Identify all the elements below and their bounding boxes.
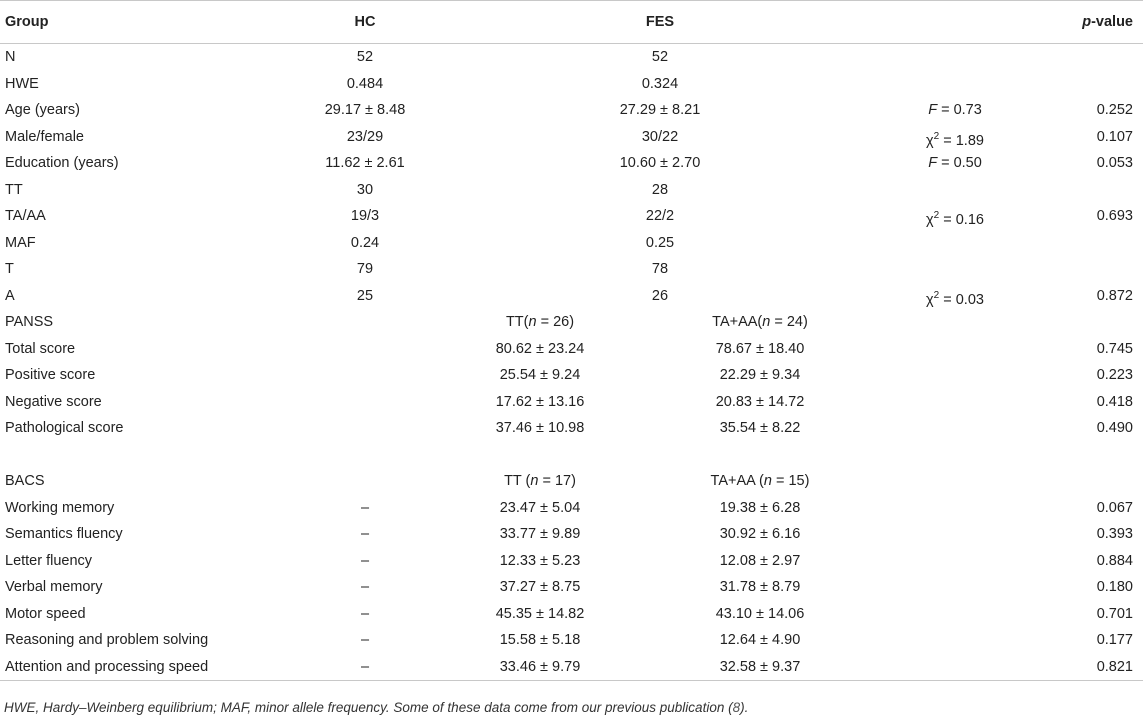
ta-aa-value: 12.08 ± 2.97 bbox=[719, 552, 801, 569]
fes-value: 27.29 ± 8.21 bbox=[619, 102, 701, 118]
row-label: Pathological score bbox=[5, 420, 124, 436]
tt-value: 23.47 ± 5.04 bbox=[499, 499, 581, 516]
ta-aa-value: 78.67 ± 18.40 bbox=[715, 340, 805, 357]
row-label: TT bbox=[5, 181, 23, 198]
table-row bbox=[0, 601, 1143, 628]
row-label: Attention and processing speed bbox=[5, 658, 209, 675]
row-label: Motor speed bbox=[5, 605, 86, 622]
subgroup-tt-label: TT(n = 26) bbox=[505, 314, 575, 330]
row-label: TA/AA bbox=[5, 208, 46, 224]
table-row bbox=[0, 574, 1143, 601]
subgroup-ta-aa-label: TA+AA(n = 24) bbox=[712, 314, 808, 330]
table-row bbox=[0, 256, 1143, 283]
p-value: 0.177 bbox=[1096, 632, 1133, 648]
fes-value: 0.25 bbox=[645, 234, 675, 251]
section-label: PANSS bbox=[5, 314, 54, 330]
table-row bbox=[0, 654, 1143, 681]
row-label: Working memory bbox=[5, 499, 115, 516]
row-label: T bbox=[5, 261, 14, 277]
header-hc: HC bbox=[354, 14, 376, 30]
p-value: 0.693 bbox=[1096, 208, 1133, 224]
subgroup-ta-aa-label: TA+AA (n = 15) bbox=[710, 473, 810, 489]
p-value: 0.872 bbox=[1096, 287, 1133, 304]
fes-value: 26 bbox=[651, 287, 669, 304]
row-label: HWE bbox=[5, 75, 39, 92]
row-label: Semantics fluency bbox=[5, 526, 123, 542]
test-statistic: $\chi^2 = 0.16$ bbox=[926, 210, 984, 228]
table-row bbox=[0, 415, 1143, 442]
hc-value: – bbox=[360, 499, 370, 516]
table-row bbox=[0, 97, 1143, 124]
section-label: BACS bbox=[5, 473, 45, 489]
blank-row bbox=[0, 442, 1143, 469]
hc-value: – bbox=[360, 658, 370, 675]
hc-value: 11.62 ± 2.61 bbox=[325, 155, 405, 171]
hc-value: 52 bbox=[356, 49, 374, 65]
table-row bbox=[0, 203, 1143, 230]
hc-value: 0.24 bbox=[350, 234, 380, 251]
hc-value: 19/3 bbox=[350, 208, 380, 224]
ta-aa-value: 31.78 ± 8.79 bbox=[719, 579, 801, 595]
header-p-value-text: p-value bbox=[1082, 14, 1133, 30]
row-label: MAF bbox=[5, 234, 36, 251]
p-value: 0.393 bbox=[1096, 526, 1133, 542]
ta-aa-value: 12.64 ± 4.90 bbox=[719, 632, 801, 648]
fes-value: 78 bbox=[651, 261, 669, 277]
row-label: Male/female bbox=[5, 128, 84, 145]
table-row bbox=[0, 71, 1143, 98]
tt-value: 15.58 ± 5.18 bbox=[499, 632, 581, 648]
table-row bbox=[0, 389, 1143, 416]
p-value: 0.884 bbox=[1096, 552, 1133, 569]
table-row bbox=[0, 495, 1143, 522]
section-header-panss bbox=[0, 309, 1143, 336]
table-row bbox=[0, 548, 1143, 575]
row-label: Positive score bbox=[5, 367, 96, 383]
table-row bbox=[0, 177, 1143, 204]
ta-aa-value: 30.92 ± 6.16 bbox=[719, 526, 801, 542]
test-statistic: $\chi^2 = 1.89$ bbox=[926, 130, 984, 149]
test-statistic: $\chi^2 = 0.03$ bbox=[926, 289, 984, 308]
table-body bbox=[0, 44, 1143, 680]
row-label: Negative score bbox=[5, 393, 102, 410]
table-row bbox=[0, 124, 1143, 151]
row-label: Reasoning and problem solving bbox=[5, 632, 209, 648]
hc-value: – bbox=[360, 579, 370, 595]
p-value: 0.053 bbox=[1096, 155, 1133, 171]
ta-aa-value: 20.83 ± 14.72 bbox=[715, 393, 805, 410]
hc-value: 30 bbox=[356, 181, 374, 198]
table-row bbox=[0, 283, 1143, 310]
fes-value: 0.324 bbox=[641, 75, 679, 92]
header-group: Group bbox=[5, 14, 49, 30]
p-value: 0.701 bbox=[1096, 605, 1133, 622]
table-row bbox=[0, 627, 1143, 654]
p-value: 0.418 bbox=[1096, 393, 1133, 410]
fes-value: 30/22 bbox=[641, 128, 679, 145]
fes-value: 10.60 ± 2.70 bbox=[619, 155, 701, 171]
fes-value: 52 bbox=[651, 49, 669, 65]
row-label: Letter fluency bbox=[5, 552, 93, 569]
test-statistic: F = 0.50 bbox=[928, 155, 982, 171]
table-row bbox=[0, 336, 1143, 363]
row-label: Education (years) bbox=[5, 155, 119, 171]
ta-aa-value: 43.10 ± 14.06 bbox=[715, 605, 805, 622]
ta-aa-value: 35.54 ± 8.22 bbox=[719, 420, 801, 436]
header-row bbox=[0, 1, 1143, 43]
hc-value: 23/29 bbox=[346, 128, 384, 145]
tt-value: 12.33 ± 5.23 bbox=[499, 552, 581, 569]
p-value: 0.745 bbox=[1096, 340, 1133, 357]
table-row bbox=[0, 44, 1143, 71]
row-label: A bbox=[5, 287, 15, 304]
tt-value: 17.62 ± 13.16 bbox=[495, 393, 585, 410]
hc-value: – bbox=[360, 605, 370, 622]
section-header-bacs bbox=[0, 468, 1143, 495]
p-value: 0.067 bbox=[1096, 499, 1133, 516]
hc-value: – bbox=[360, 632, 370, 648]
p-value: 0.252 bbox=[1096, 102, 1133, 118]
row-label: Age (years) bbox=[5, 102, 80, 118]
header-p-value bbox=[1082, 1, 1133, 43]
hc-value: 0.484 bbox=[346, 75, 384, 92]
table-row bbox=[0, 150, 1143, 177]
ta-aa-value: 19.38 ± 6.28 bbox=[719, 499, 801, 516]
p-value: 0.180 bbox=[1096, 579, 1133, 595]
table-row bbox=[0, 230, 1143, 257]
subgroup-tt-label: TT (n = 17) bbox=[504, 473, 576, 489]
table-footnote: HWE, Hardy–Weinberg equilibrium; MAF, minor allele frequency. Some of these data come from our previous publication (8). bbox=[4, 700, 749, 715]
tt-value: 33.77 ± 9.89 bbox=[499, 526, 581, 542]
tt-value: 45.35 ± 14.82 bbox=[495, 605, 585, 622]
hc-value: 29.17 ± 8.48 bbox=[324, 102, 406, 118]
p-value: 0.490 bbox=[1096, 420, 1133, 436]
p-value: 0.821 bbox=[1096, 658, 1133, 675]
tt-value: 25.54 ± 9.24 bbox=[499, 367, 581, 383]
test-statistic: F = 0.73 bbox=[928, 102, 982, 118]
row-label: Verbal memory bbox=[5, 579, 103, 595]
tt-value: 37.46 ± 10.98 bbox=[495, 420, 585, 436]
table-row bbox=[0, 521, 1143, 548]
fes-value: 28 bbox=[651, 181, 669, 198]
fes-value: 22/2 bbox=[645, 208, 675, 224]
ta-aa-value: 22.29 ± 9.34 bbox=[719, 367, 801, 383]
bottom-rule bbox=[0, 680, 1143, 681]
header-fes: FES bbox=[645, 14, 675, 30]
hc-value: – bbox=[360, 526, 370, 542]
hc-value: – bbox=[360, 552, 370, 569]
p-value: 0.107 bbox=[1096, 128, 1133, 145]
tt-value: 33.46 ± 9.79 bbox=[499, 658, 581, 675]
ta-aa-value: 32.58 ± 9.37 bbox=[719, 658, 801, 675]
table-row bbox=[0, 362, 1143, 389]
tt-value: 80.62 ± 23.24 bbox=[495, 340, 585, 357]
row-label: Total score bbox=[5, 340, 76, 357]
hc-value: 25 bbox=[356, 287, 374, 304]
tt-value: 37.27 ± 8.75 bbox=[499, 579, 581, 595]
row-label: N bbox=[5, 49, 16, 65]
hc-value: 79 bbox=[356, 261, 374, 277]
p-value: 0.223 bbox=[1096, 367, 1133, 383]
